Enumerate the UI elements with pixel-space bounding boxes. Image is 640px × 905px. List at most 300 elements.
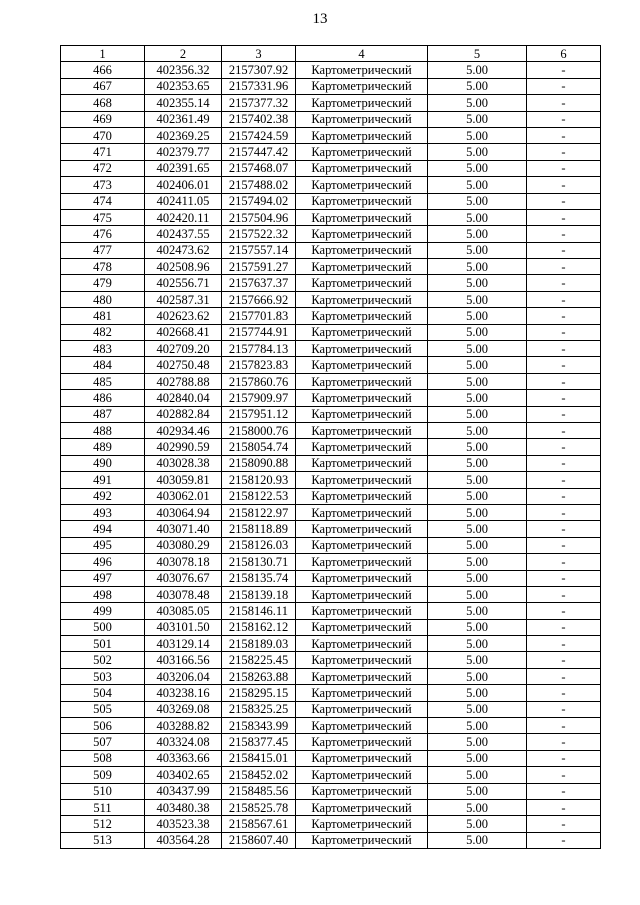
method-cell: Картометрический bbox=[296, 439, 428, 455]
y-coordinate-cell: 2158120.93 bbox=[222, 472, 296, 488]
y-coordinate-cell: 2157494.02 bbox=[222, 193, 296, 209]
point-number-cell: 480 bbox=[61, 291, 145, 307]
y-coordinate-cell: 2158090.88 bbox=[222, 455, 296, 471]
point-number-cell: 501 bbox=[61, 636, 145, 652]
description-cell: - bbox=[527, 193, 601, 209]
point-number-cell: 508 bbox=[61, 750, 145, 766]
method-cell: Картометрический bbox=[296, 701, 428, 717]
point-number-cell: 506 bbox=[61, 718, 145, 734]
x-coordinate-cell: 402420.11 bbox=[145, 209, 222, 225]
method-cell: Картометрический bbox=[296, 570, 428, 586]
method-cell: Картометрический bbox=[296, 242, 428, 258]
table-row bbox=[61, 62, 601, 78]
table-row bbox=[61, 390, 601, 406]
y-coordinate-cell: 2158607.40 bbox=[222, 832, 296, 848]
table-row bbox=[61, 193, 601, 209]
method-cell: Картометрический bbox=[296, 341, 428, 357]
description-cell: - bbox=[527, 242, 601, 258]
y-coordinate-cell: 2157701.83 bbox=[222, 308, 296, 324]
method-cell: Картометрический bbox=[296, 177, 428, 193]
method-cell: Картометрический bbox=[296, 504, 428, 520]
description-cell: - bbox=[527, 259, 601, 275]
method-cell: Картометрический bbox=[296, 160, 428, 176]
y-coordinate-cell: 2157402.38 bbox=[222, 111, 296, 127]
accuracy-cell: 5.00 bbox=[428, 586, 527, 602]
accuracy-cell: 5.00 bbox=[428, 291, 527, 307]
column-header: 3 bbox=[222, 46, 296, 62]
x-coordinate-cell: 402587.31 bbox=[145, 291, 222, 307]
table-row bbox=[61, 472, 601, 488]
x-coordinate-cell: 403076.67 bbox=[145, 570, 222, 586]
accuracy-cell: 5.00 bbox=[428, 783, 527, 799]
accuracy-cell: 5.00 bbox=[428, 324, 527, 340]
point-number-cell: 509 bbox=[61, 767, 145, 783]
description-cell: - bbox=[527, 570, 601, 586]
point-number-cell: 497 bbox=[61, 570, 145, 586]
x-coordinate-cell: 402709.20 bbox=[145, 341, 222, 357]
y-coordinate-cell: 2158126.03 bbox=[222, 537, 296, 553]
accuracy-cell: 5.00 bbox=[428, 619, 527, 635]
y-coordinate-cell: 2158485.56 bbox=[222, 783, 296, 799]
y-coordinate-cell: 2158452.02 bbox=[222, 767, 296, 783]
column-header: 4 bbox=[296, 46, 428, 62]
description-cell: - bbox=[527, 209, 601, 225]
description-cell: - bbox=[527, 636, 601, 652]
description-cell: - bbox=[527, 439, 601, 455]
point-number-cell: 502 bbox=[61, 652, 145, 668]
method-cell: Картометрический bbox=[296, 586, 428, 602]
method-cell: Картометрический bbox=[296, 799, 428, 815]
method-cell: Картометрический bbox=[296, 259, 428, 275]
x-coordinate-cell: 403085.05 bbox=[145, 603, 222, 619]
point-number-cell: 483 bbox=[61, 341, 145, 357]
y-coordinate-cell: 2157951.12 bbox=[222, 406, 296, 422]
description-cell: - bbox=[527, 619, 601, 635]
x-coordinate-cell: 402355.14 bbox=[145, 95, 222, 111]
accuracy-cell: 5.00 bbox=[428, 636, 527, 652]
method-cell: Картометрический bbox=[296, 193, 428, 209]
x-coordinate-cell: 403028.38 bbox=[145, 455, 222, 471]
x-coordinate-cell: 403523.38 bbox=[145, 816, 222, 832]
method-cell: Картометрический bbox=[296, 816, 428, 832]
description-cell: - bbox=[527, 554, 601, 570]
y-coordinate-cell: 2157307.92 bbox=[222, 62, 296, 78]
x-coordinate-cell: 403402.65 bbox=[145, 767, 222, 783]
table-row bbox=[61, 275, 601, 291]
x-coordinate-cell: 402437.55 bbox=[145, 226, 222, 242]
description-cell: - bbox=[527, 422, 601, 438]
x-coordinate-cell: 403564.28 bbox=[145, 832, 222, 848]
y-coordinate-cell: 2157424.59 bbox=[222, 127, 296, 143]
method-cell: Картометрический bbox=[296, 734, 428, 750]
description-cell: - bbox=[527, 718, 601, 734]
accuracy-cell: 5.00 bbox=[428, 95, 527, 111]
x-coordinate-cell: 402406.01 bbox=[145, 177, 222, 193]
table-row bbox=[61, 816, 601, 832]
x-coordinate-cell: 403206.04 bbox=[145, 668, 222, 684]
x-coordinate-cell: 402473.62 bbox=[145, 242, 222, 258]
table-row bbox=[61, 636, 601, 652]
table-row bbox=[61, 586, 601, 602]
x-coordinate-cell: 402356.32 bbox=[145, 62, 222, 78]
y-coordinate-cell: 2158567.61 bbox=[222, 816, 296, 832]
accuracy-cell: 5.00 bbox=[428, 734, 527, 750]
description-cell: - bbox=[527, 275, 601, 291]
table-row bbox=[61, 111, 601, 127]
column-header: 1 bbox=[61, 46, 145, 62]
y-coordinate-cell: 2158225.45 bbox=[222, 652, 296, 668]
accuracy-cell: 5.00 bbox=[428, 701, 527, 717]
method-cell: Картометрический bbox=[296, 62, 428, 78]
accuracy-cell: 5.00 bbox=[428, 816, 527, 832]
accuracy-cell: 5.00 bbox=[428, 455, 527, 471]
table-row bbox=[61, 455, 601, 471]
table-row bbox=[61, 652, 601, 668]
description-cell: - bbox=[527, 324, 601, 340]
method-cell: Картометрический bbox=[296, 554, 428, 570]
point-number-cell: 472 bbox=[61, 160, 145, 176]
y-coordinate-cell: 2158162.12 bbox=[222, 619, 296, 635]
point-number-cell: 512 bbox=[61, 816, 145, 832]
accuracy-cell: 5.00 bbox=[428, 308, 527, 324]
coordinates-table bbox=[60, 45, 601, 849]
method-cell: Картометрический bbox=[296, 111, 428, 127]
point-number-cell: 479 bbox=[61, 275, 145, 291]
header-row bbox=[61, 46, 601, 62]
point-number-cell: 504 bbox=[61, 685, 145, 701]
method-cell: Картометрический bbox=[296, 767, 428, 783]
accuracy-cell: 5.00 bbox=[428, 570, 527, 586]
description-cell: - bbox=[527, 603, 601, 619]
method-cell: Картометрический bbox=[296, 226, 428, 242]
point-number-cell: 507 bbox=[61, 734, 145, 750]
x-coordinate-cell: 402788.88 bbox=[145, 373, 222, 389]
x-coordinate-cell: 402369.25 bbox=[145, 127, 222, 143]
y-coordinate-cell: 2158118.89 bbox=[222, 521, 296, 537]
point-number-cell: 500 bbox=[61, 619, 145, 635]
y-coordinate-cell: 2157557.14 bbox=[222, 242, 296, 258]
description-cell: - bbox=[527, 373, 601, 389]
y-coordinate-cell: 2158130.71 bbox=[222, 554, 296, 570]
y-coordinate-cell: 2157488.02 bbox=[222, 177, 296, 193]
point-number-cell: 485 bbox=[61, 373, 145, 389]
x-coordinate-cell: 402361.49 bbox=[145, 111, 222, 127]
y-coordinate-cell: 2158000.76 bbox=[222, 422, 296, 438]
y-coordinate-cell: 2157591.27 bbox=[222, 259, 296, 275]
method-cell: Картометрический bbox=[296, 373, 428, 389]
description-cell: - bbox=[527, 144, 601, 160]
point-number-cell: 487 bbox=[61, 406, 145, 422]
table-row bbox=[61, 603, 601, 619]
accuracy-cell: 5.00 bbox=[428, 78, 527, 94]
x-coordinate-cell: 403166.56 bbox=[145, 652, 222, 668]
y-coordinate-cell: 2158377.45 bbox=[222, 734, 296, 750]
x-coordinate-cell: 402882.84 bbox=[145, 406, 222, 422]
table-row bbox=[61, 144, 601, 160]
point-number-cell: 466 bbox=[61, 62, 145, 78]
column-header: 6 bbox=[527, 46, 601, 62]
x-coordinate-cell: 402556.71 bbox=[145, 275, 222, 291]
method-cell: Картометрический bbox=[296, 832, 428, 848]
y-coordinate-cell: 2157447.42 bbox=[222, 144, 296, 160]
description-cell: - bbox=[527, 341, 601, 357]
point-number-cell: 478 bbox=[61, 259, 145, 275]
point-number-cell: 469 bbox=[61, 111, 145, 127]
accuracy-cell: 5.00 bbox=[428, 554, 527, 570]
accuracy-cell: 5.00 bbox=[428, 472, 527, 488]
accuracy-cell: 5.00 bbox=[428, 193, 527, 209]
x-coordinate-cell: 403071.40 bbox=[145, 521, 222, 537]
point-number-cell: 513 bbox=[61, 832, 145, 848]
accuracy-cell: 5.00 bbox=[428, 357, 527, 373]
x-coordinate-cell: 403129.14 bbox=[145, 636, 222, 652]
description-cell: - bbox=[527, 734, 601, 750]
table-row bbox=[61, 95, 601, 111]
method-cell: Картометрический bbox=[296, 636, 428, 652]
accuracy-cell: 5.00 bbox=[428, 832, 527, 848]
accuracy-cell: 5.00 bbox=[428, 127, 527, 143]
y-coordinate-cell: 2158189.03 bbox=[222, 636, 296, 652]
table-row bbox=[61, 177, 601, 193]
point-number-cell: 476 bbox=[61, 226, 145, 242]
table-row bbox=[61, 422, 601, 438]
description-cell: - bbox=[527, 455, 601, 471]
x-coordinate-cell: 403324.08 bbox=[145, 734, 222, 750]
y-coordinate-cell: 2158295.15 bbox=[222, 685, 296, 701]
table-row bbox=[61, 259, 601, 275]
accuracy-cell: 5.00 bbox=[428, 242, 527, 258]
x-coordinate-cell: 402508.96 bbox=[145, 259, 222, 275]
method-cell: Картометрический bbox=[296, 406, 428, 422]
y-coordinate-cell: 2157860.76 bbox=[222, 373, 296, 389]
accuracy-cell: 5.00 bbox=[428, 259, 527, 275]
table-row bbox=[61, 799, 601, 815]
accuracy-cell: 5.00 bbox=[428, 750, 527, 766]
accuracy-cell: 5.00 bbox=[428, 603, 527, 619]
description-cell: - bbox=[527, 685, 601, 701]
method-cell: Картометрический bbox=[296, 390, 428, 406]
method-cell: Картометрический bbox=[296, 308, 428, 324]
method-cell: Картометрический bbox=[296, 521, 428, 537]
page-number: 13 bbox=[312, 11, 328, 27]
accuracy-cell: 5.00 bbox=[428, 685, 527, 701]
method-cell: Картометрический bbox=[296, 78, 428, 94]
method-cell: Картометрический bbox=[296, 652, 428, 668]
description-cell: - bbox=[527, 668, 601, 684]
y-coordinate-cell: 2158415.01 bbox=[222, 750, 296, 766]
table-row bbox=[61, 127, 601, 143]
y-coordinate-cell: 2157504.96 bbox=[222, 209, 296, 225]
x-coordinate-cell: 402668.41 bbox=[145, 324, 222, 340]
y-coordinate-cell: 2158122.53 bbox=[222, 488, 296, 504]
table-row bbox=[61, 324, 601, 340]
table-row bbox=[61, 308, 601, 324]
accuracy-cell: 5.00 bbox=[428, 767, 527, 783]
table-row bbox=[61, 783, 601, 799]
method-cell: Картометрический bbox=[296, 95, 428, 111]
method-cell: Картометрический bbox=[296, 209, 428, 225]
table-row bbox=[61, 504, 601, 520]
method-cell: Картометрический bbox=[296, 488, 428, 504]
x-coordinate-cell: 402934.46 bbox=[145, 422, 222, 438]
x-coordinate-cell: 403078.18 bbox=[145, 554, 222, 570]
column-header: 5 bbox=[428, 46, 527, 62]
method-cell: Картометрический bbox=[296, 422, 428, 438]
accuracy-cell: 5.00 bbox=[428, 652, 527, 668]
x-coordinate-cell: 403064.94 bbox=[145, 504, 222, 520]
x-coordinate-cell: 403062.01 bbox=[145, 488, 222, 504]
x-coordinate-cell: 402990.59 bbox=[145, 439, 222, 455]
accuracy-cell: 5.00 bbox=[428, 62, 527, 78]
accuracy-cell: 5.00 bbox=[428, 488, 527, 504]
table-body bbox=[61, 62, 601, 849]
point-number-cell: 510 bbox=[61, 783, 145, 799]
table-row bbox=[61, 521, 601, 537]
table-row bbox=[61, 701, 601, 717]
table-row bbox=[61, 685, 601, 701]
point-number-cell: 493 bbox=[61, 504, 145, 520]
y-coordinate-cell: 2157522.32 bbox=[222, 226, 296, 242]
y-coordinate-cell: 2157468.07 bbox=[222, 160, 296, 176]
y-coordinate-cell: 2157823.83 bbox=[222, 357, 296, 373]
table-row bbox=[61, 619, 601, 635]
description-cell: - bbox=[527, 767, 601, 783]
x-coordinate-cell: 403480.38 bbox=[145, 799, 222, 815]
description-cell: - bbox=[527, 521, 601, 537]
point-number-cell: 473 bbox=[61, 177, 145, 193]
description-cell: - bbox=[527, 537, 601, 553]
table-row bbox=[61, 78, 601, 94]
accuracy-cell: 5.00 bbox=[428, 111, 527, 127]
description-cell: - bbox=[527, 390, 601, 406]
x-coordinate-cell: 402411.05 bbox=[145, 193, 222, 209]
accuracy-cell: 5.00 bbox=[428, 177, 527, 193]
x-coordinate-cell: 403269.08 bbox=[145, 701, 222, 717]
method-cell: Картометрический bbox=[296, 668, 428, 684]
method-cell: Картометрический bbox=[296, 685, 428, 701]
y-coordinate-cell: 2157377.32 bbox=[222, 95, 296, 111]
method-cell: Картометрический bbox=[296, 718, 428, 734]
point-number-cell: 494 bbox=[61, 521, 145, 537]
description-cell: - bbox=[527, 799, 601, 815]
table-row bbox=[61, 750, 601, 766]
x-coordinate-cell: 403363.66 bbox=[145, 750, 222, 766]
method-cell: Картометрический bbox=[296, 783, 428, 799]
x-coordinate-cell: 402391.65 bbox=[145, 160, 222, 176]
accuracy-cell: 5.00 bbox=[428, 504, 527, 520]
description-cell: - bbox=[527, 472, 601, 488]
table-row bbox=[61, 357, 601, 373]
description-cell: - bbox=[527, 406, 601, 422]
method-cell: Картометрический bbox=[296, 472, 428, 488]
table-row bbox=[61, 242, 601, 258]
x-coordinate-cell: 403101.50 bbox=[145, 619, 222, 635]
point-number-cell: 490 bbox=[61, 455, 145, 471]
table-row bbox=[61, 160, 601, 176]
y-coordinate-cell: 2157744.91 bbox=[222, 324, 296, 340]
accuracy-cell: 5.00 bbox=[428, 422, 527, 438]
description-cell: - bbox=[527, 226, 601, 242]
description-cell: - bbox=[527, 816, 601, 832]
y-coordinate-cell: 2158525.78 bbox=[222, 799, 296, 815]
point-number-cell: 499 bbox=[61, 603, 145, 619]
method-cell: Картометрический bbox=[296, 127, 428, 143]
table-row bbox=[61, 537, 601, 553]
point-number-cell: 474 bbox=[61, 193, 145, 209]
point-number-cell: 467 bbox=[61, 78, 145, 94]
y-coordinate-cell: 2158325.25 bbox=[222, 701, 296, 717]
method-cell: Картометрический bbox=[296, 291, 428, 307]
point-number-cell: 492 bbox=[61, 488, 145, 504]
point-number-cell: 505 bbox=[61, 701, 145, 717]
accuracy-cell: 5.00 bbox=[428, 160, 527, 176]
description-cell: - bbox=[527, 652, 601, 668]
point-number-cell: 470 bbox=[61, 127, 145, 143]
point-number-cell: 489 bbox=[61, 439, 145, 455]
x-coordinate-cell: 403080.29 bbox=[145, 537, 222, 553]
y-coordinate-cell: 2158054.74 bbox=[222, 439, 296, 455]
table-row bbox=[61, 832, 601, 848]
y-coordinate-cell: 2158343.99 bbox=[222, 718, 296, 734]
x-coordinate-cell: 403238.16 bbox=[145, 685, 222, 701]
table-row bbox=[61, 291, 601, 307]
description-cell: - bbox=[527, 78, 601, 94]
method-cell: Картометрический bbox=[296, 324, 428, 340]
x-coordinate-cell: 402379.77 bbox=[145, 144, 222, 160]
y-coordinate-cell: 2158122.97 bbox=[222, 504, 296, 520]
accuracy-cell: 5.00 bbox=[428, 799, 527, 815]
accuracy-cell: 5.00 bbox=[428, 406, 527, 422]
accuracy-cell: 5.00 bbox=[428, 341, 527, 357]
method-cell: Картометрический bbox=[296, 144, 428, 160]
x-coordinate-cell: 403059.81 bbox=[145, 472, 222, 488]
description-cell: - bbox=[527, 750, 601, 766]
method-cell: Картометрический bbox=[296, 619, 428, 635]
point-number-cell: 511 bbox=[61, 799, 145, 815]
point-number-cell: 498 bbox=[61, 586, 145, 602]
point-number-cell: 496 bbox=[61, 554, 145, 570]
accuracy-cell: 5.00 bbox=[428, 226, 527, 242]
table-row bbox=[61, 406, 601, 422]
x-coordinate-cell: 403437.99 bbox=[145, 783, 222, 799]
table-header bbox=[61, 46, 601, 62]
x-coordinate-cell: 402623.62 bbox=[145, 308, 222, 324]
table-row bbox=[61, 570, 601, 586]
accuracy-cell: 5.00 bbox=[428, 718, 527, 734]
table-row bbox=[61, 373, 601, 389]
method-cell: Картометрический bbox=[296, 455, 428, 471]
description-cell: - bbox=[527, 177, 601, 193]
column-header: 2 bbox=[145, 46, 222, 62]
description-cell: - bbox=[527, 111, 601, 127]
description-cell: - bbox=[527, 357, 601, 373]
accuracy-cell: 5.00 bbox=[428, 144, 527, 160]
description-cell: - bbox=[527, 504, 601, 520]
y-coordinate-cell: 2157666.92 bbox=[222, 291, 296, 307]
table-row bbox=[61, 718, 601, 734]
description-cell: - bbox=[527, 701, 601, 717]
y-coordinate-cell: 2157331.96 bbox=[222, 78, 296, 94]
description-cell: - bbox=[527, 291, 601, 307]
description-cell: - bbox=[527, 160, 601, 176]
point-number-cell: 475 bbox=[61, 209, 145, 225]
accuracy-cell: 5.00 bbox=[428, 209, 527, 225]
table-row bbox=[61, 341, 601, 357]
method-cell: Картометрический bbox=[296, 357, 428, 373]
accuracy-cell: 5.00 bbox=[428, 275, 527, 291]
accuracy-cell: 5.00 bbox=[428, 668, 527, 684]
description-cell: - bbox=[527, 488, 601, 504]
